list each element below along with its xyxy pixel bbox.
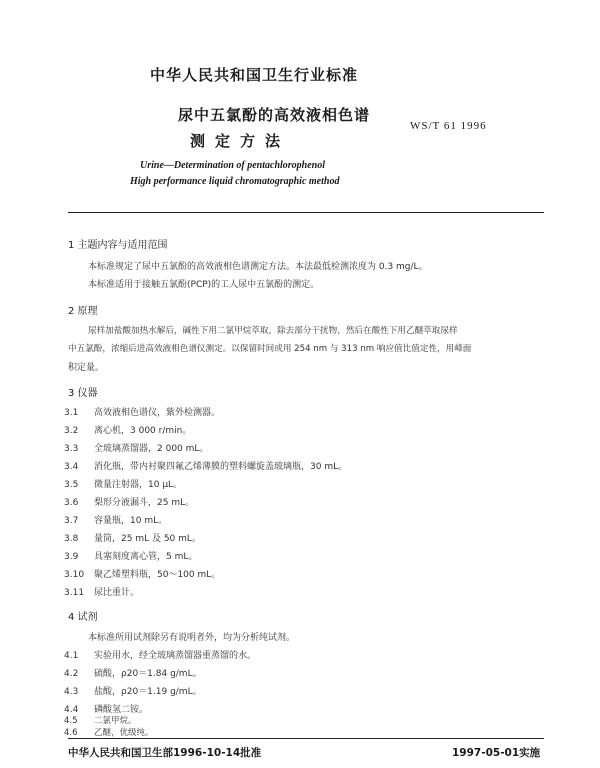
item-text: 全玻璃蒸馏器，2 000 mL。 — [94, 444, 209, 454]
section-2-heading: 2 原理 — [68, 306, 98, 317]
item-number: 3.4 — [64, 462, 79, 472]
list-item — [64, 567, 220, 580]
item-number: 4.3 — [64, 687, 79, 697]
list-item — [64, 513, 167, 526]
item-text: 梨形分液漏斗，25 mL。 — [94, 498, 195, 508]
section-3-heading: 3 仪器 — [68, 388, 98, 399]
item-text: 硫酸，ρ20＝1.84 g/mL。 — [94, 669, 202, 679]
section-4-intro: 本标准所用试剂除另有说明者外，均为分析纯试剂。 — [88, 633, 296, 643]
standard-number: WS/T 61 1996 — [410, 120, 487, 132]
footer-divider — [68, 738, 544, 739]
list-item — [64, 585, 139, 598]
item-number: 3.5 — [64, 480, 79, 490]
header-divider — [68, 212, 544, 213]
item-text: 消化瓶，带内衬聚四氟乙烯薄膜的塑料螺旋盖玻璃瓶，30 mL。 — [94, 462, 348, 472]
list-item — [64, 441, 208, 454]
list-item — [64, 684, 202, 697]
item-text: 高效液相色谱仪，紫外检测器。 — [94, 408, 221, 418]
list-item — [64, 405, 220, 418]
item-text: 聚乙烯塑料瓶，50～100 mL。 — [94, 570, 221, 580]
item-text: 离心机，3 000 r/min。 — [94, 426, 192, 436]
item-number: 3.2 — [64, 426, 79, 436]
item-number: 4.4 — [64, 705, 79, 715]
item-number: 3.9 — [64, 552, 79, 562]
item-text: 实验用水，经全玻璃蒸馏器重蒸馏的水。 — [94, 651, 257, 661]
section-2-paragraph: 积定量。 — [68, 363, 105, 373]
standard-subtitle: 测定方法 — [190, 132, 291, 150]
item-number: 3.3 — [64, 444, 79, 454]
approval-statement: 中华人民共和国卫生部1996-10-14批准 — [68, 747, 262, 759]
item-text: 量筒，25 mL 及 50 mL。 — [94, 534, 201, 544]
standard-title: 尿中五氯酚的高效液相色谱 — [178, 106, 371, 124]
section-1-paragraph: 本标准规定了尿中五氯酚的高效液相色谱测定方法。本法最低检测浓度为 0.3 mg/L。 — [88, 262, 428, 272]
english-title-line-2: High performance liquid chromatographic method — [130, 176, 340, 187]
list-item — [64, 648, 256, 661]
item-text: 尿比重计。 — [94, 588, 140, 598]
section-2-paragraph: 尿样加盐酸加热水解后，碱性下用二氯甲烷萃取，除去部分干扰物，然后在酸性下用乙醚萃取尿样 — [88, 326, 458, 336]
item-number: 3.6 — [64, 498, 79, 508]
item-number: 4.2 — [64, 669, 79, 679]
list-item — [64, 714, 137, 726]
item-text: 微量注射器，10 μL。 — [94, 480, 183, 490]
item-text: 盐酸，ρ20＝1.19 g/mL。 — [94, 687, 202, 697]
item-number: 3.11 — [64, 588, 85, 598]
item-number: 3.1 — [64, 408, 79, 418]
item-number: 4.5 — [64, 716, 78, 726]
list-item — [64, 531, 201, 544]
item-number: 3.10 — [64, 570, 85, 580]
issuing-authority: 中华人民共和国卫生行业标准 — [150, 66, 359, 84]
item-number: 4.1 — [64, 651, 79, 661]
section-1-paragraph: 本标准适用于接触五氯酚(PCP)的工人尿中五氯酚的测定。 — [88, 280, 320, 290]
item-text: 乙醚，优级纯。 — [94, 728, 154, 738]
section-1-heading: 1 主题内容与适用范围 — [68, 240, 168, 251]
item-text: 具塞刻度离心管，5 mL。 — [94, 552, 198, 562]
list-item — [64, 726, 154, 738]
item-number: 4.6 — [64, 728, 78, 738]
item-number: 3.7 — [64, 516, 79, 526]
item-number: 3.8 — [64, 534, 79, 544]
list-item — [64, 459, 347, 472]
item-text: 二氯甲烷。 — [94, 716, 137, 726]
list-item — [64, 495, 194, 508]
item-text: 容量瓶，10 mL。 — [94, 516, 168, 526]
list-item — [64, 477, 182, 490]
english-title-line-1: Urine—Determination of pentachlorophenol — [140, 160, 326, 171]
list-item — [64, 423, 191, 436]
effective-date: 1997-05-01实施 — [452, 747, 541, 759]
item-text: 磷酸氢二铵。 — [94, 705, 149, 715]
list-item — [64, 666, 202, 679]
list-item — [64, 549, 197, 562]
section-4-heading: 4 试剂 — [68, 612, 98, 623]
section-2-paragraph: 中五氯酚，浓缩后进高效液相色谱仪测定。以保留时间或用 254 nm 与 313 nm 响应值比值定性，用峰面 — [68, 344, 472, 354]
